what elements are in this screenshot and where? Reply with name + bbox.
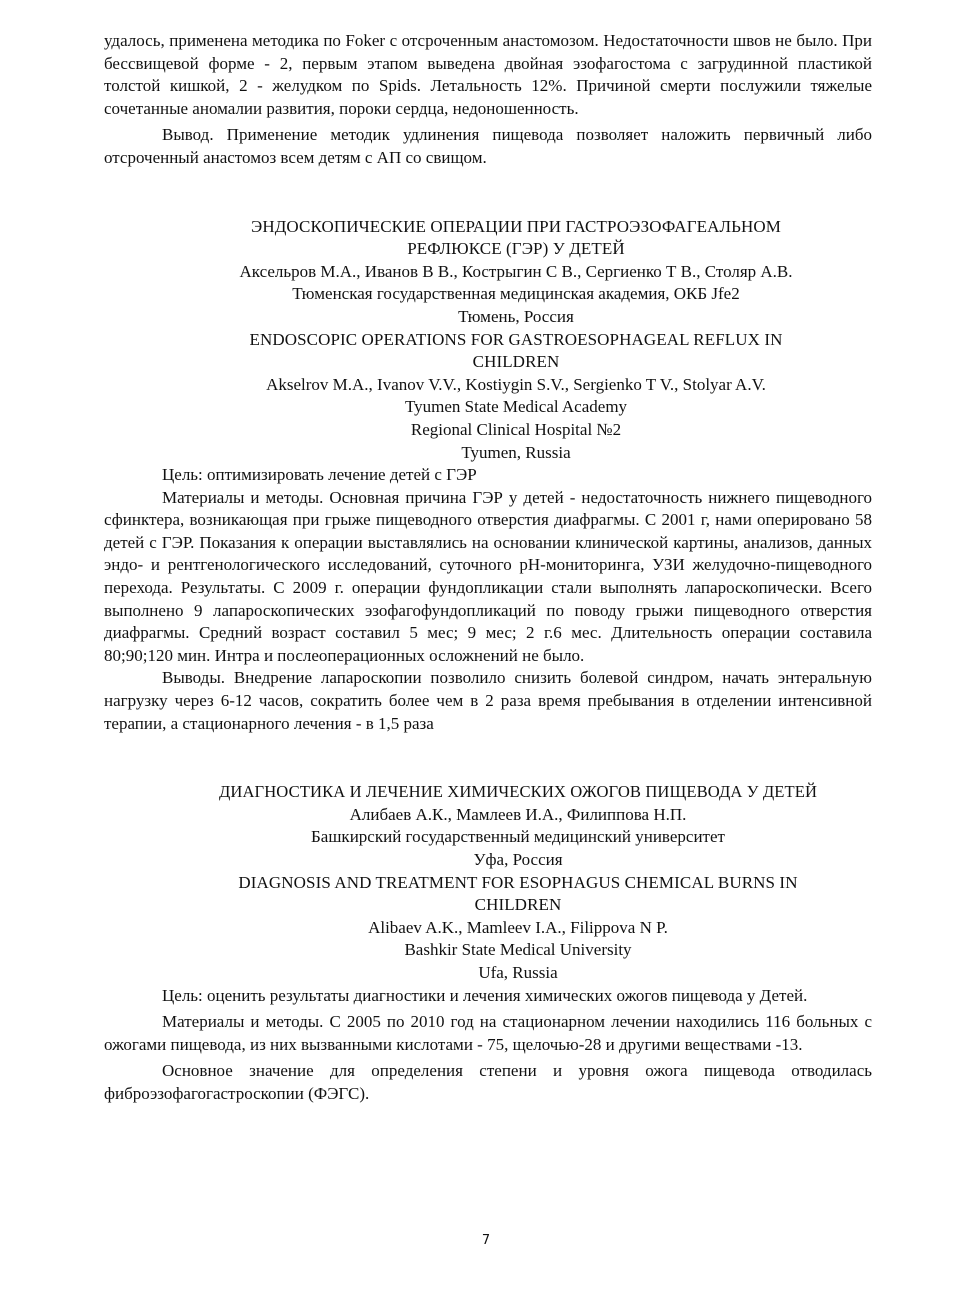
article-methods: Материалы и методы. Основная причина ГЭР у детей - недостаточность нижнего пищеводного сфинктера, возникающая при грыже пищеводного отверстия диафрагмы. С 2001 г, нами оперировано 58 детей с ГЭР. Показания к операции выставлялись на основании клинической картины, анализов, данных эндо- и рентгенологического исследований, суточного рН-мониторинга, УЗИ желудочно-пищеводного перехода. Результаты. С 2009 г. операции фундопликации стали выполнять лапароскопически. Всего выполнено 9 лапароскопических эзофагофундопликаций по поводу грыжи пищеводного отверстия диафрагмы. Средний возраст составил 5 мес; 9 мес; 2 г.6 мес. Длительность операции составила 80;90;120 мин. Интра и послеоперационных осложнений не было. — [104, 487, 872, 665]
article-affiliation-en: Bashkir State Medical University — [404, 940, 632, 960]
article-affiliation-en-line2: Regional Clinical Hospital №2 — [410, 419, 622, 439]
article-authors-ru: Алибаев А.К., Мамлеев И.А., Филиппова Н.П. — [349, 804, 687, 824]
intro-conclusion: Вывод. Применение методик удлинения пищевода позволяет наложить первичный либо отсроченный анастомоз всем детям с АП со свищом. — [104, 125, 872, 167]
article-city-ru: Уфа, Россия — [473, 850, 563, 869]
article-gerd — [104, 216, 872, 736]
article-methods: Материалы и методы. С 2005 по 2010 год на стационарном лечении находились 116 больных с ожогами пищевода, из них вызванными кислотами - 75, щелочью-28 и другими веществами -13. — [104, 1012, 872, 1054]
article-conclusions: Выводы. Внедрение лапароскопии позволило снизить болевой синдром, начать энтеральную нагрузку через 6-12 часов, сократить более чем в 2 раза время пребывания в отделении интенсивной терапии, а стационарного лечения - в 1,5 раза — [104, 668, 872, 733]
intro-paragraph: удалось, применена методика по Foker с отсроченным анастомозом. Недостаточности швов не было. При бессвищевой форме - 2, первым этапом выведена двойная эзофагостома с загрудинной пластикой толстой кишкой, 2 - желудком по Spids. Летальность 12%. Причиной смерти послужили тяжелые сочетанные аномалии развития, пороки сердца, недоношенность. — [104, 31, 872, 118]
page-number: 7 — [481, 1233, 491, 1248]
article-title-en-line2: CHILDREN — [472, 352, 560, 372]
article-affiliation-ru: Тюменская государственная медицинская академия, ОКБ Jfe2 — [292, 284, 740, 304]
article-authors-en: Akselrov M.A., Ivanov V.V., Kostiygin S.V., Sergienko T V., Stolyar A.V. — [266, 374, 766, 394]
article-title-ru-line1: ЭНДОСКОПИЧЕСКИЕ ОПЕРАЦИИ ПРИ ГАСТРОЭЗОФАГЕАЛЬНОМ — [251, 216, 781, 236]
article-diagnosis: Основное значение для определения степени и уровня ожога пищевода отводилась фиброэзофагогастроскопии (ФЭГС). — [104, 1061, 872, 1103]
article-city-en: Ufa, Russia — [478, 962, 558, 982]
article-title-ru-line2: РЕФЛЮКСЕ (ГЭР) У ДЕТЕЙ — [407, 239, 625, 259]
article-affiliation-en-line1: Tyumen State Medical Academy — [404, 397, 628, 417]
article-affiliation-ru: Башкирский государственный медицинский университет — [311, 827, 725, 847]
article-title-en-line2: CHILDREN — [474, 895, 562, 915]
article-authors-en: Alibaev A.K., Mamleev I.A., Filippova N P. — [368, 917, 668, 937]
document-page — [104, 30, 872, 1106]
article-city-ru: Тюмень, Россия — [458, 306, 574, 326]
article-title-en-line1: DIAGNOSIS AND TREATMENT FOR ESOPHAGUS CHEMICAL BURNS IN — [238, 872, 798, 892]
article-title-en-line1: ENDOSCOPIC OPERATIONS FOR GASTROESOPHAGEAL REFLUX IN — [249, 329, 783, 349]
article-aim: Цель: оценить результаты диагностики и лечения химических ожогов пищевода у Детей. — [162, 985, 808, 1005]
article-aim: Цель: оптимизировать лечение детей с ГЭР — [162, 465, 477, 485]
article-chemical-burns — [104, 781, 872, 1105]
article-title-ru: ДИАГНОСТИКА И ЛЕЧЕНИЕ ХИМИЧЕСКИХ ОЖОГОВ ПИЩЕВОДА У ДЕТЕЙ — [218, 782, 818, 802]
article-authors-ru: Аксельров М.А., Иванов В В., Кострыгин С В., Сергиенко Т В., Столяр А.В. — [239, 261, 793, 281]
article-city-en: Tyumen, Russia — [461, 442, 571, 462]
